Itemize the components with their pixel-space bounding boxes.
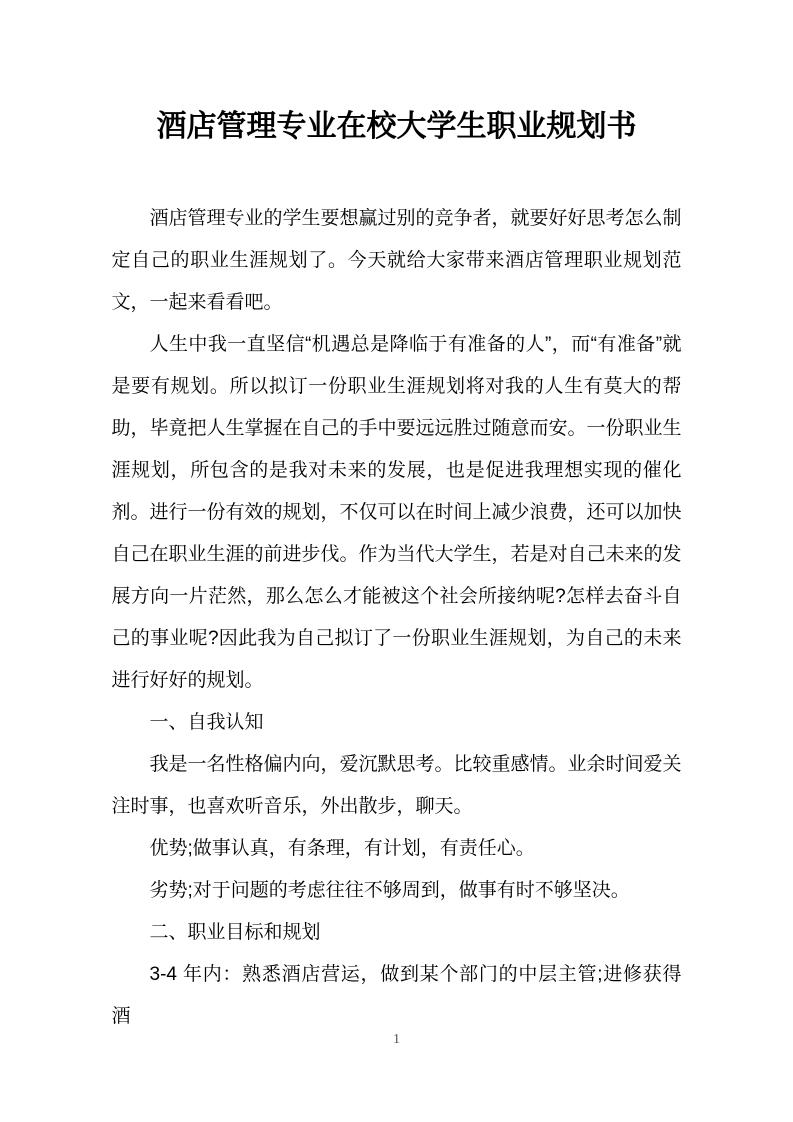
body-paragraph: 我是一名性格偏内向，爱沉默思考。比较重感情。业余时间爱关注时事，也喜欢听音乐，外出散步，聊天。 — [111, 754, 682, 817]
body-paragraph: 劣势;对于问题的考虑往往不够周到，做事有时不够坚决。 — [149, 880, 630, 901]
page-number: 1 — [393, 1032, 400, 1047]
body-paragraph: 3-4 年内：熟悉酒店营运，做到某个部门的中层主管;进修获得酒 — [111, 964, 682, 1027]
document-title: 酒店管理专业在校大学生职业规划书 — [156, 110, 637, 143]
document-body — [112, 198, 682, 1038]
section-heading: 二、职业目标和规划 — [149, 922, 321, 943]
body-paragraph: 酒店管理专业的学生要想赢过别的竞争者，就要好好思考怎么制定自己的职业生涯规划了。今天就给大家带来酒店管理职业规划范文，一起来看看吧。 — [111, 208, 682, 313]
body-paragraph: 人生中我一直坚信“机遇总是降临于有准备的人”，而“有准备”就是要有规划。所以拟订一份职业生涯规划将对我的人生有莫大的帮助，毕竟把人生掌握在自己的手中要远远胜过随意而安。一份职业生涯规划，所包含的是我对未来的发展，也是促进我理想实现的催化剂。进行一份有效的规划，不仅可以在时间上减少浪费，还可以加快自己在职业生涯的前进步伐。作为当代大学生，若是对自己未来的发展方向一片茫然，那么怎么才能被这个社会所接纳呢?怎样去奋斗自己的事业呢?因此我为自己拟订了一份职业生涯规划，为自己的未来进行好好的规划。 — [111, 334, 682, 691]
section-heading: 一、自我认知 — [149, 712, 264, 733]
body-paragraph: 优势;做事认真，有条理，有计划，有责任心。 — [149, 838, 535, 859]
